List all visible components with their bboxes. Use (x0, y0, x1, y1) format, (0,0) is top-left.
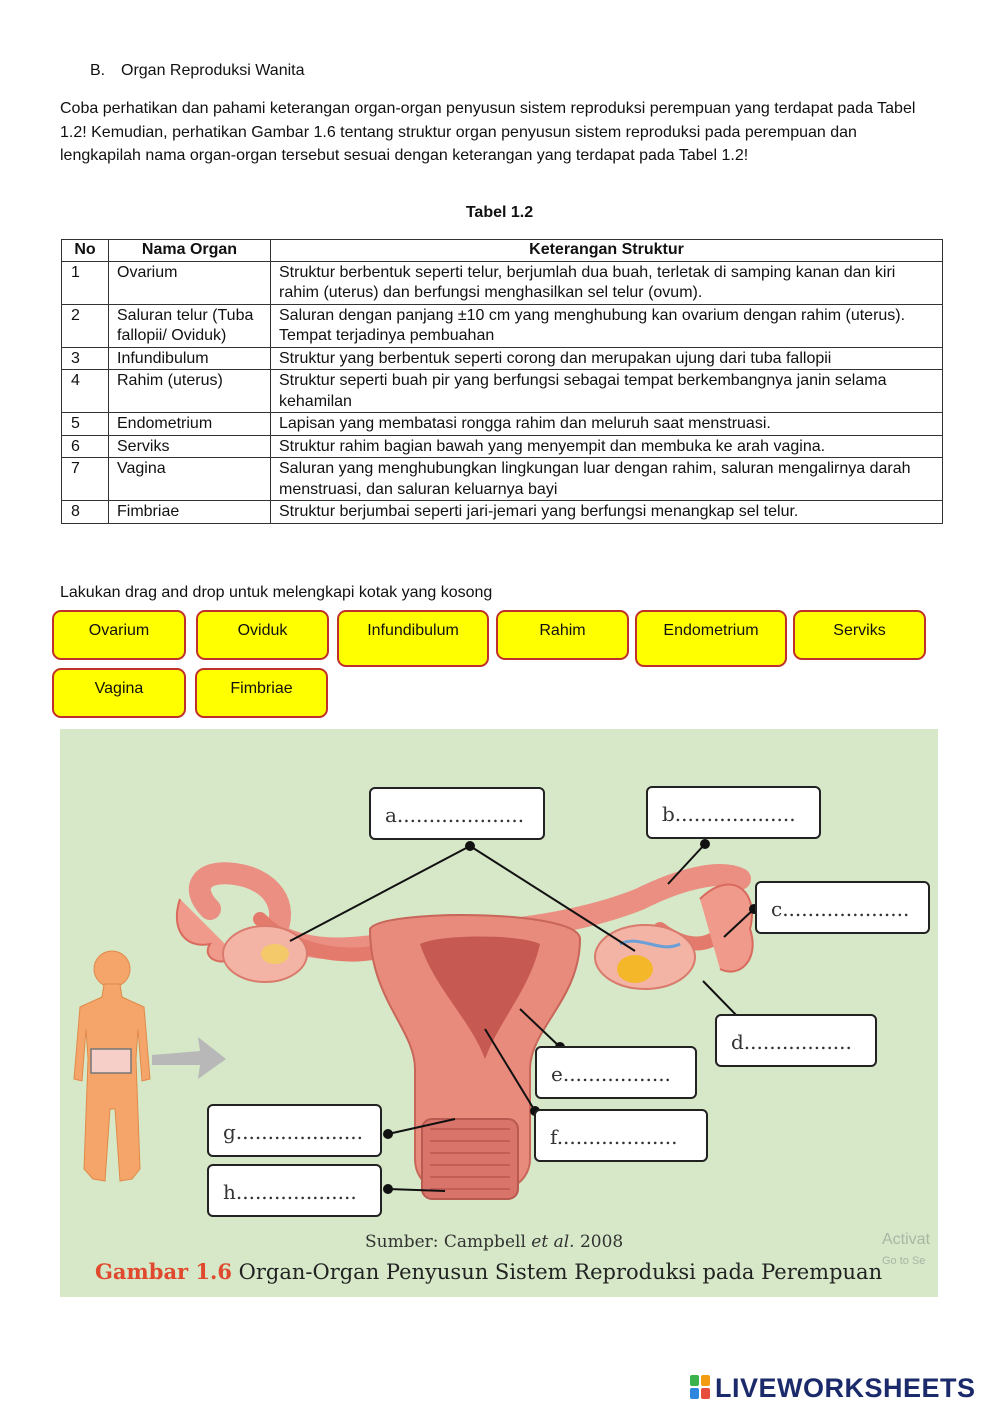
drop-box-b[interactable]: b................... (646, 786, 821, 839)
table-row (62, 261, 943, 304)
drop-box-g[interactable]: g.................... (207, 1104, 382, 1157)
drop-box-c[interactable]: c.................... (755, 881, 930, 934)
table-row (62, 435, 943, 458)
chip-oviduk[interactable]: Oviduk (196, 610, 329, 660)
drop-box-h[interactable]: h................... (207, 1164, 382, 1217)
source-italic: et al. (531, 1232, 575, 1252)
organ-table (61, 239, 943, 524)
intro-paragraph: Coba perhatikan dan pahami keterangan organ-organ penyusun sistem reproduksi perempuan yang terdapat pada Tabel 1.2! Kemudian, perhatikan Gambar 1.6 tentang struktur organ penyusun sistem reproduksi pada perempuan dan lengkapilah nama organ-organ tersebut sesuai dengan keterangan yang terdapat pada Tabel 1.2! (60, 100, 916, 164)
liveworksheets-logo (690, 1373, 976, 1404)
table-row (62, 501, 943, 524)
watermark-line2: Go to Se (882, 1255, 926, 1267)
row-desc: Struktur berbentuk seperti telur, berjumlah dua buah, terletak di samping kanan dan kiri rahim (uterus) dan berfungsi menghasilkan sel telur (ovum). (271, 261, 943, 304)
row-organ: Serviks (109, 435, 271, 458)
figure-source (365, 1232, 623, 1252)
header-organ: Nama Organ (109, 240, 271, 262)
table-row (62, 304, 943, 347)
row-desc: Saluran dengan panjang ±10 cm yang menghubung kan ovarium dengan rahim (uterus). Tempat terjadinya pembuahan (271, 304, 943, 347)
table-row (62, 370, 943, 413)
row-organ: Fimbriae (109, 501, 271, 524)
chip-serviks[interactable]: Serviks (793, 610, 926, 660)
drop-box-d[interactable]: d................. (715, 1014, 877, 1067)
header-desc: Keterangan Struktur (271, 240, 943, 262)
row-organ: Endometrium (109, 413, 271, 436)
figure-caption (95, 1259, 882, 1284)
focus-box (91, 1049, 131, 1073)
row-organ: Infundibulum (109, 347, 271, 370)
row-desc: Struktur rahim bagian bawah yang menyempit dan membuka ke arah vagina. (271, 435, 943, 458)
chip-vagina[interactable]: Vagina (52, 668, 186, 718)
header-no: No (62, 240, 109, 262)
row-desc: Saluran yang menghubungkan lingkungan luar dengan rahim, saluran mengalirnya darah menstruasi, dan saluran keluarnya bayi (271, 458, 943, 501)
logo-text: LIVEWORKSHEETS (715, 1373, 976, 1403)
drop-box-e[interactable]: e................. (535, 1046, 697, 1099)
reproductive-figure (60, 729, 938, 1297)
section-heading (90, 62, 305, 80)
table-row (62, 458, 943, 501)
row-organ: Ovarium (109, 261, 271, 304)
row-no: 6 (62, 435, 109, 458)
row-no: 5 (62, 413, 109, 436)
row-organ: Saluran telur (Tuba fallopii/ Oviduk) (109, 304, 271, 347)
section-number: B. (90, 62, 106, 79)
table-header-row (62, 240, 943, 262)
watermark-line1: Activat (882, 1231, 931, 1248)
drop-box-f[interactable]: f................... (534, 1109, 708, 1162)
section-title: Organ Reproduksi Wanita (121, 62, 305, 79)
row-no: 4 (62, 370, 109, 413)
table-row (62, 413, 943, 436)
row-desc: Struktur seperti buah pir yang berfungsi sebagai tempat berkembangnya janin selama kehamilan (271, 370, 943, 413)
row-desc: Struktur berjumbai seperti jari-jemari yang berfungsi menangkap sel telur. (271, 501, 943, 524)
row-desc: Lapisan yang membatasi rongga rahim dan meluruh saat menstruasi. (271, 413, 943, 436)
source-year: 2008 (574, 1232, 624, 1252)
row-no: 8 (62, 501, 109, 524)
chip-ovarium[interactable]: Ovarium (52, 610, 186, 660)
caption-number: Gambar 1.6 (95, 1259, 232, 1284)
row-no: 7 (62, 458, 109, 501)
chip-rahim[interactable]: Rahim (496, 610, 629, 660)
row-no: 3 (62, 347, 109, 370)
chip-endometrium[interactable]: Endometrium (635, 610, 787, 667)
drop-box-a[interactable]: a.................... (369, 787, 545, 840)
dragdrop-instruction: Lakukan drag and drop untuk melengkapi kotak yang kosong (60, 584, 493, 601)
row-no: 1 (62, 261, 109, 304)
logo-icon (690, 1375, 712, 1401)
row-desc: Struktur yang berbentuk seperti corong dan merupakan ujung dari tuba fallopii (271, 347, 943, 370)
chip-infundibulum[interactable]: Infundibulum (337, 610, 489, 667)
table-row (62, 347, 943, 370)
source-prefix: Sumber: Campbell (365, 1232, 532, 1252)
caption-text: Organ-Organ Penyusun Sistem Reproduksi pada Perempuan (231, 1260, 883, 1284)
chip-fimbriae[interactable]: Fimbriae (195, 668, 328, 718)
vagina-shape (422, 1119, 518, 1199)
arrow-icon (152, 1037, 226, 1079)
row-organ: Vagina (109, 458, 271, 501)
row-no: 2 (62, 304, 109, 347)
row-organ: Rahim (uterus) (109, 370, 271, 413)
table-title: Tabel 1.2 (465, 204, 534, 221)
